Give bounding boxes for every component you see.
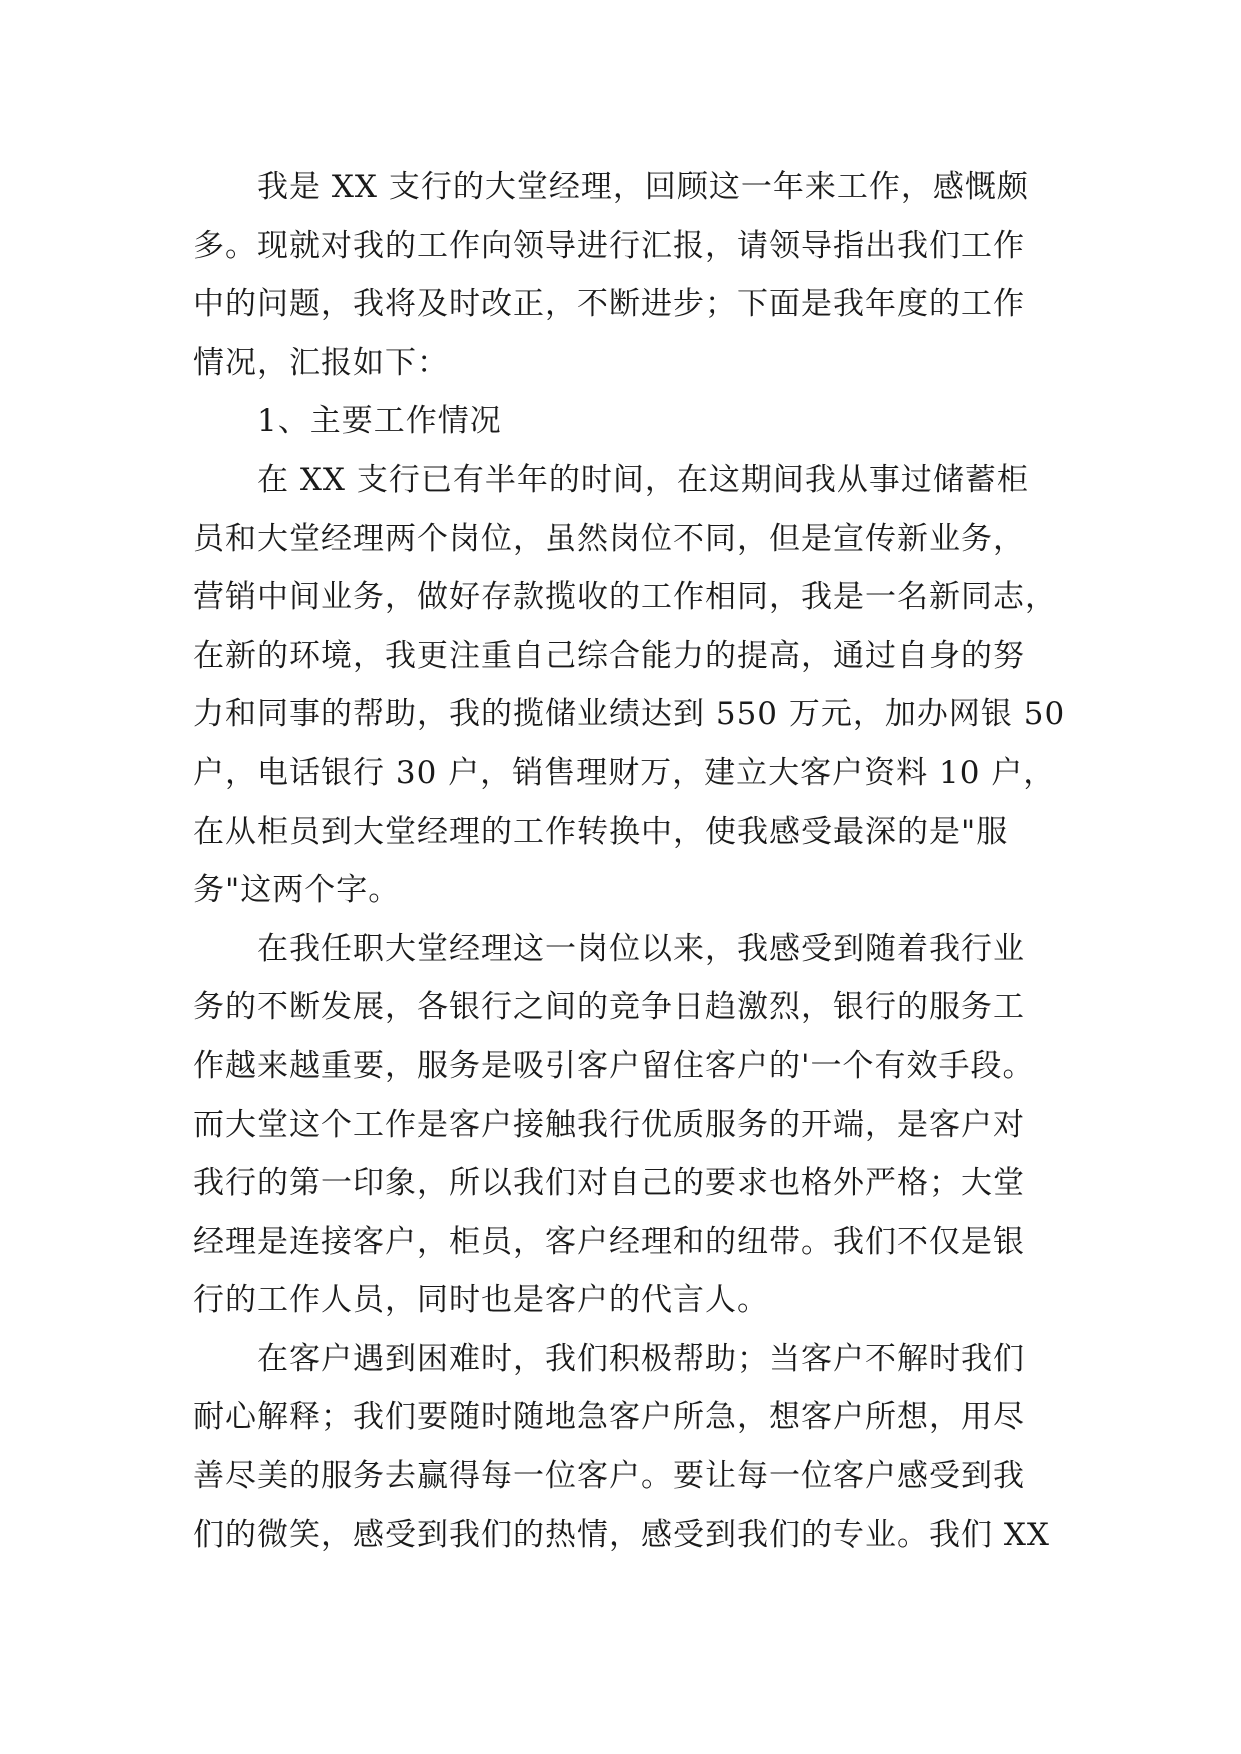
text-line: 在我任职大堂经理这一岗位以来，我感受到随着我行业: [257, 930, 1025, 967]
text-line: 耐心解释；我们要随时随地急客户所急，想客户所想，用尽: [193, 1399, 1025, 1436]
text-line: 在新的环境，我更注重自己综合能力的提高，通过自身的努: [193, 637, 1025, 674]
paragraph-customer-care: [193, 1330, 1063, 1564]
text-line: 1、主要工作情况: [257, 403, 502, 440]
text-line: 我行的第一印象，所以我们对自己的要求也格外严格；大堂: [193, 1165, 1025, 1202]
text-line: 善尽美的服务去赢得每一位客户。要让每一位客户感受到我: [193, 1458, 1025, 1495]
text-line: 情况，汇报如下：: [193, 344, 449, 381]
section-heading: [193, 392, 1063, 451]
text-line: 务的不断发展，各银行之间的竞争日趋激烈，银行的服务工: [193, 989, 1025, 1026]
text-line: 我是 XX 支行的大堂经理，回顾这一年来工作，感慨颇: [257, 169, 1029, 205]
text-line: 中的问题，我将及时改正，不断进步；下面是我年度的工作: [193, 286, 1025, 323]
paragraph-intro: [193, 158, 1063, 392]
text-line: 作越来越重要，服务是吸引客户留住客户的'一个有效手段。: [193, 1047, 1035, 1084]
text-line: 而大堂这个工作是客户接触我行优质服务的开端，是客户对: [193, 1106, 1025, 1143]
text-line: 在从柜员到大堂经理的工作转换中，使我感受最深的是"服: [193, 813, 1009, 850]
text-line: 经理是连接客户，柜员，客户经理和的纽带。我们不仅是银: [193, 1223, 1025, 1260]
text-line: 多。现就对我的工作向领导进行汇报，请领导指出我们工作: [193, 227, 1025, 264]
text-line: 在客户遇到困难时，我们积极帮助；当客户不解时我们: [257, 1340, 1025, 1377]
document-body: [193, 158, 1066, 1564]
text-line: 务"这两个字。: [193, 872, 401, 909]
text-line: 行的工作人员，同时也是客户的代言人。: [193, 1282, 769, 1319]
text-line: 力和同事的帮助，我的揽储业绩达到 550 万元，加办网银 50: [193, 696, 1066, 733]
text-line: 员和大堂经理两个岗位，虽然岗位不同，但是宣传新业务，: [193, 520, 1025, 557]
paragraph-service-role: [193, 920, 1063, 1330]
text-line: 营销中间业务，做好存款揽收的工作相同，我是一名新同志，: [193, 579, 1057, 616]
paragraph-work-summary: [193, 451, 1066, 920]
text-line: 们的微笑，感受到我们的热情，感受到我们的专业。我们 XX: [193, 1516, 1050, 1553]
text-line: 户，电话银行 30 户，销售理财万，建立大客户资料 10 户，: [193, 754, 1056, 791]
text-line: 在 XX 支行已有半年的时间，在这期间我从事过储蓄柜: [257, 461, 1029, 498]
